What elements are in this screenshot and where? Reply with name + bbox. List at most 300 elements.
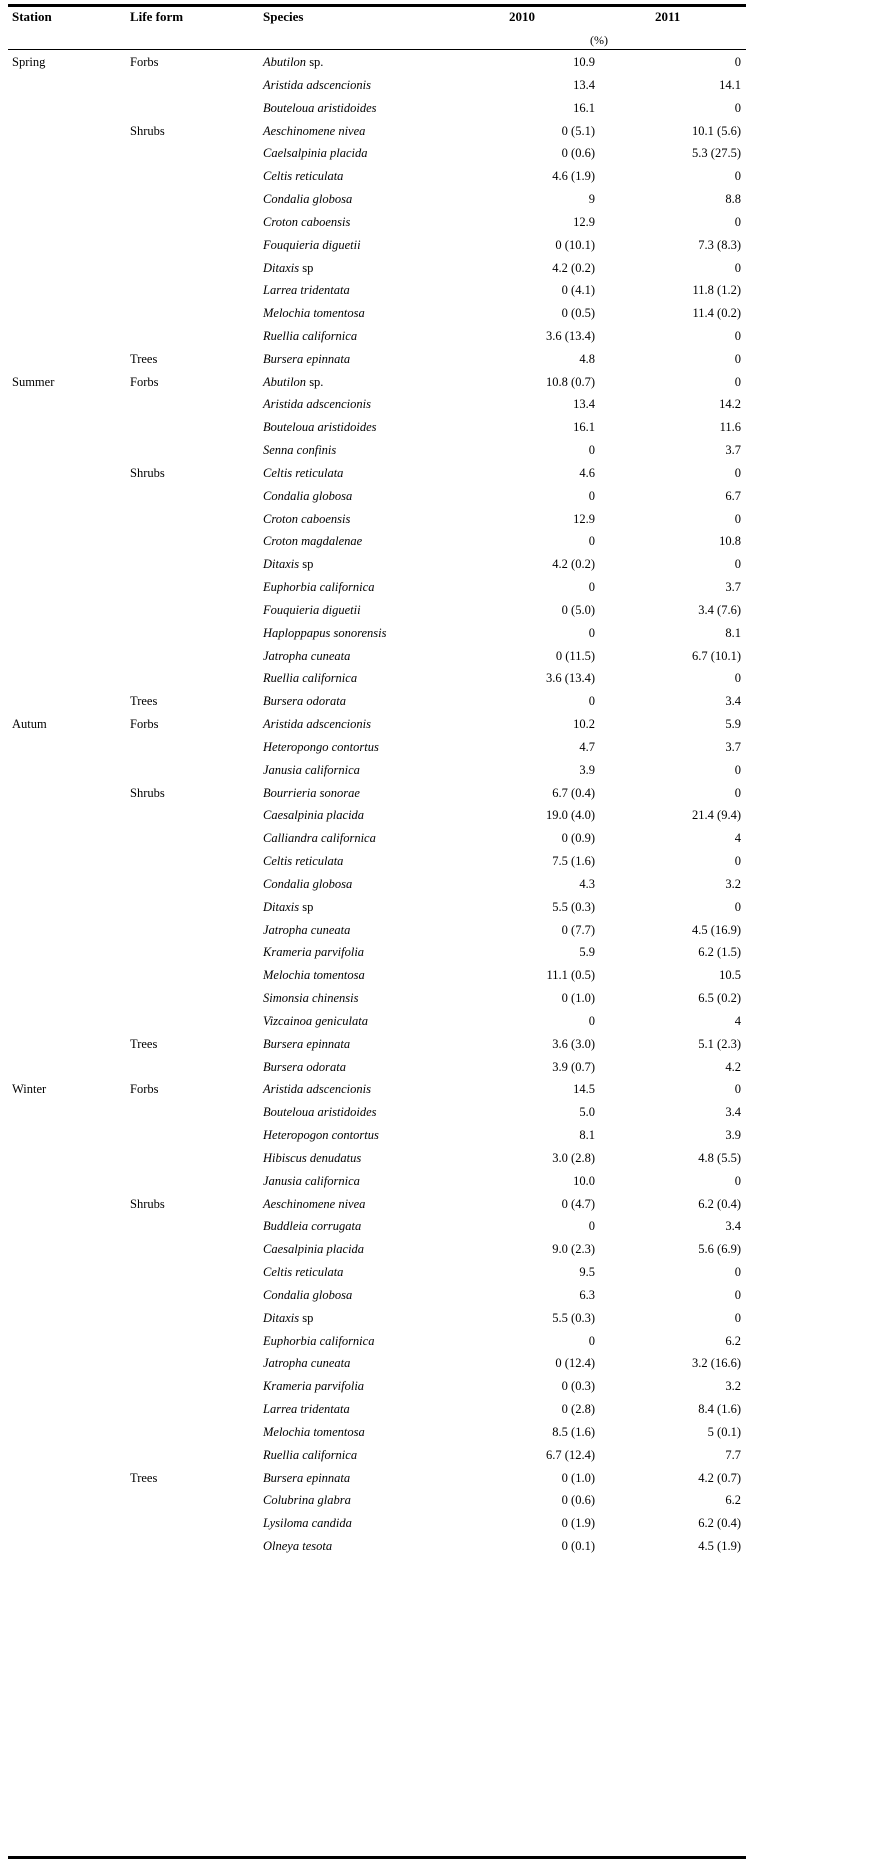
species-cell [263, 1078, 371, 1100]
table-row [0, 759, 889, 781]
value-2011-cell: 0 [734, 762, 741, 777]
value-2010-cell: 5.5 (0.3) [552, 1310, 595, 1325]
value-2011-cell: 5.3 (27.5) [692, 146, 741, 161]
value-2011-cell: 10.8 [719, 534, 741, 549]
header-life-form: Life form [130, 9, 184, 24]
species-name: Janusia californica [263, 762, 360, 777]
species-cell [263, 919, 350, 941]
value-2010-cell: 12.9 [573, 511, 595, 526]
species-cell [263, 530, 362, 552]
table-row [0, 393, 889, 415]
species-cell [263, 645, 350, 667]
species-name: Hibiscus denudatus [263, 1150, 362, 1165]
header-station: Station [12, 9, 52, 24]
value-2010-cell: 0 [588, 1013, 595, 1028]
table-row [0, 1238, 889, 1260]
species-cell [263, 804, 364, 826]
species-name: Condalia globosa [263, 876, 353, 891]
table-row [0, 1101, 889, 1123]
species-qualifier: sp. [309, 55, 324, 69]
value-2010-cell: 9.5 [579, 1265, 595, 1279]
value-2011-cell: 6.7 (10.1) [692, 648, 741, 663]
species-cell [263, 1330, 374, 1352]
value-2011-cell: 0 [734, 214, 741, 229]
value-2010-cell: 14.5 [573, 1082, 595, 1097]
value-2010-cell: 9.0 (2.3) [552, 1242, 595, 1257]
life-form-cell: Shrubs [130, 785, 165, 800]
table-row [0, 1398, 889, 1420]
value-2011-cell: 3.4 [725, 694, 741, 709]
species-name: Ruellia californica [263, 671, 358, 686]
species-name: Krameria parvifolia [263, 1379, 365, 1394]
table-row [0, 439, 889, 461]
species-cell [263, 348, 350, 370]
value-2011-cell: 0 [734, 329, 741, 343]
value-2011-cell: 0 [734, 55, 741, 69]
table-row [0, 530, 889, 552]
value-2010-cell: 3.6 (13.4) [546, 329, 595, 343]
life-form-cell: Trees [130, 1470, 158, 1485]
table-row [0, 462, 889, 484]
table-row [0, 416, 889, 438]
life-form-cell: Forbs [130, 55, 159, 69]
species-name: Heteropogon contortus [263, 1128, 379, 1142]
value-2010-cell: 4.2 (0.2) [552, 557, 595, 572]
species-cell [263, 667, 357, 689]
value-2010-cell: 7.5 (1.6) [552, 854, 595, 868]
species-cell [263, 1215, 361, 1237]
species-name: Buddleia corrugata [263, 1219, 362, 1234]
species-name: Ditaxis [263, 899, 300, 914]
value-2011-cell: 6.5 (0.2) [698, 991, 741, 1005]
value-2010-cell: 0 (0.1) [561, 1538, 595, 1553]
station-cell: Autum [12, 717, 47, 732]
table-row [0, 690, 889, 712]
species-name: Fouquieria diguetii [263, 237, 361, 252]
species-cell [263, 416, 377, 438]
species-name: Colubrina glabra [263, 1493, 351, 1508]
species-name: Condalia globosa [263, 1287, 353, 1302]
species-name: Ditaxis [263, 557, 300, 572]
table-row [0, 211, 889, 233]
value-2010-cell: 0 (12.4) [555, 1356, 595, 1371]
value-2011-cell: 0 [734, 1287, 741, 1302]
species-cell [263, 1307, 313, 1329]
table-row [0, 736, 889, 758]
species-name: Larrea tridentata [263, 283, 350, 298]
species-cell [263, 1444, 357, 1466]
species-name: Fouquieria diguetii [263, 602, 361, 617]
table-row [0, 97, 889, 119]
value-2010-cell: 12.9 [573, 214, 595, 229]
species-name: Melochia tomentosa [263, 968, 365, 983]
value-2011-cell: 6.2 (1.5) [698, 945, 741, 960]
value-2010-cell: 5.9 [579, 945, 595, 960]
species-cell [263, 120, 365, 142]
value-2010-cell: 5.0 [579, 1105, 595, 1120]
table-row [0, 1147, 889, 1169]
species-cell [263, 1147, 361, 1169]
value-2010-cell: 0 (0.3) [561, 1379, 595, 1394]
value-2010-cell: 10.8 (0.7) [546, 374, 595, 389]
species-name: Caesalpinia placida [263, 808, 365, 823]
value-2010-cell: 0 [588, 580, 595, 595]
header-2010: 2010 [509, 9, 535, 24]
value-2011-cell: 14.1 [719, 77, 741, 92]
species-name: Aristida adscencionis [263, 717, 371, 732]
value-2010-cell: 0 (5.1) [561, 123, 595, 138]
table-row [0, 553, 889, 575]
species-cell [263, 1352, 350, 1374]
value-2011-cell: 6.2 (0.4) [698, 1196, 741, 1211]
header-2011: 2011 [655, 9, 681, 24]
value-2010-cell: 0 (7.7) [561, 922, 595, 937]
table-row [0, 485, 889, 507]
species-name: Bursera epinnata [263, 351, 351, 366]
value-2011-cell: 8.4 (1.6) [698, 1402, 741, 1416]
value-2011-cell: 3.4 [725, 1219, 741, 1234]
table-row [0, 827, 889, 849]
species-name: Celtis reticulata [263, 169, 344, 184]
species-name: Ditaxis [263, 260, 300, 275]
species-cell [263, 165, 343, 187]
species-cell [263, 599, 361, 621]
station-cell: Winter [12, 1082, 47, 1097]
species-cell [263, 1010, 368, 1032]
value-2010-cell: 0 (0.9) [561, 831, 595, 846]
table-row [0, 1352, 889, 1374]
table-row [0, 1489, 889, 1511]
table-row [0, 1261, 889, 1283]
life-form-cell: Shrubs [130, 123, 165, 138]
value-2011-cell: 11.8 (1.2) [692, 283, 741, 298]
species-cell [263, 941, 364, 963]
table-row [0, 1467, 889, 1489]
table-row [0, 873, 889, 895]
value-2010-cell: 8.5 (1.6) [552, 1424, 595, 1439]
value-2011-cell: 3.7 [725, 580, 741, 595]
value-2010-cell: 0 (4.1) [561, 283, 595, 298]
species-name: Heteropongo contortus [263, 739, 379, 754]
life-form-cell: Shrubs [130, 465, 165, 480]
species-cell [263, 1056, 346, 1078]
table-row [0, 896, 889, 918]
species-name: Celtis reticulata [263, 1265, 344, 1279]
value-2011-cell: 0 [734, 671, 741, 686]
table-row [0, 1056, 889, 1078]
species-cell [263, 439, 336, 461]
value-2011-cell: 5.6 (6.9) [698, 1242, 741, 1257]
table-row [0, 850, 889, 872]
life-form-cell: Forbs [130, 374, 159, 389]
value-2010-cell: 8.1 [579, 1128, 595, 1142]
value-2011-cell: 4.2 (0.7) [698, 1470, 741, 1485]
species-cell [263, 1033, 350, 1055]
species-cell [263, 690, 346, 712]
species-cell [263, 622, 387, 644]
table-row [0, 1215, 889, 1237]
value-2011-cell: 0 [734, 854, 741, 868]
species-name: Aristida adscencionis [263, 1082, 371, 1097]
value-2011-cell: 3.2 [725, 1379, 741, 1394]
value-2011-cell: 21.4 (9.4) [692, 808, 741, 823]
table-row [0, 1078, 889, 1100]
species-qualifier: sp [302, 899, 314, 914]
species-cell [263, 873, 352, 895]
species-cell [263, 51, 323, 73]
species-name: Krameria parvifolia [263, 945, 365, 960]
species-cell [263, 279, 350, 301]
value-2011-cell: 0 [734, 1310, 741, 1325]
value-2010-cell: 0 [588, 694, 595, 709]
value-2010-cell: 0 (5.0) [561, 602, 595, 617]
species-qualifier: sp [302, 557, 314, 572]
value-2010-cell: 0 (10.1) [555, 237, 595, 252]
value-2010-cell: 0 [588, 625, 595, 640]
species-cell [263, 462, 343, 484]
value-2010-cell: 0 (0.5) [561, 306, 595, 321]
value-2010-cell: 4.6 (1.9) [552, 169, 595, 184]
table-row [0, 1284, 889, 1306]
species-cell [263, 188, 352, 210]
value-2011-cell: 3.2 [725, 876, 741, 891]
life-form-cell: Shrubs [130, 1196, 165, 1211]
value-2011-cell: 3.4 (7.6) [698, 602, 741, 617]
value-2011-cell: 0 [734, 260, 741, 275]
value-2011-cell: 10.1 (5.6) [692, 123, 741, 138]
life-form-cell: Trees [130, 694, 158, 709]
species-cell [263, 736, 379, 758]
header-species: Species [263, 9, 304, 24]
table-row [0, 142, 889, 164]
species-name: Abutilon [263, 374, 307, 389]
value-2010-cell: 6.3 [579, 1287, 595, 1302]
species-cell [263, 1170, 360, 1192]
species-name: Melochia tomentosa [263, 306, 365, 321]
species-cell [263, 485, 352, 507]
table-row [0, 1033, 889, 1055]
table-row [0, 1375, 889, 1397]
species-name: Simonsia chinensis [263, 991, 359, 1005]
table-row [0, 1330, 889, 1352]
table-row [0, 667, 889, 689]
value-2011-cell: 3.4 [725, 1105, 741, 1120]
table-row [0, 508, 889, 530]
species-cell [263, 1489, 351, 1511]
species-name: Jatropha cuneata [263, 648, 351, 663]
species-name: Jatropha cuneata [263, 922, 351, 937]
species-name: Bouteloua aristidoides [263, 420, 377, 435]
species-name: Janusia californica [263, 1173, 360, 1188]
value-2011-cell: 6.2 [725, 1493, 741, 1508]
species-name: Celtis reticulata [263, 854, 344, 868]
species-cell [263, 1261, 343, 1283]
species-name: Croton caboensis [263, 511, 351, 526]
value-2011-cell: 6.2 (0.4) [698, 1516, 741, 1531]
value-2010-cell: 0 (11.5) [555, 648, 595, 663]
table-row [0, 302, 889, 324]
species-name: Ruellia californica [263, 1447, 358, 1462]
species-name: Aeschinomene nivea [263, 1196, 366, 1211]
value-2010-cell: 10.0 [573, 1173, 595, 1188]
species-cell [263, 964, 365, 986]
species-name: Jatropha cuneata [263, 1356, 351, 1371]
table-row [0, 987, 889, 1009]
species-name: Euphorbia californica [263, 580, 375, 595]
table-row [0, 51, 889, 73]
value-2010-cell: 3.0 (2.8) [552, 1150, 595, 1165]
value-2010-cell: 0 (2.8) [561, 1402, 595, 1416]
table-row [0, 325, 889, 347]
value-2010-cell: 4.6 [579, 465, 595, 480]
table-row [0, 645, 889, 667]
species-cell [263, 759, 360, 781]
species-cell [263, 74, 371, 96]
value-2011-cell: 0 [734, 465, 741, 480]
value-2011-cell: 6.2 [725, 1333, 741, 1348]
species-name: Senna confinis [263, 443, 337, 458]
value-2010-cell: 19.0 (4.0) [546, 808, 595, 823]
value-2011-cell: 5.1 (2.3) [698, 1036, 741, 1051]
table-row [0, 1124, 889, 1146]
species-name: Condalia globosa [263, 192, 353, 206]
species-cell [263, 1284, 352, 1306]
species-cell [263, 1193, 365, 1215]
species-name: Bouteloua aristidoides [263, 100, 377, 115]
species-name: Ruellia californica [263, 329, 358, 343]
value-2010-cell: 3.9 [579, 762, 595, 777]
species-cell [263, 1512, 352, 1534]
species-qualifier: sp [302, 260, 314, 275]
species-qualifier: sp [302, 1310, 314, 1325]
table-row [0, 919, 889, 941]
species-cell [263, 1535, 332, 1557]
table-row [0, 234, 889, 256]
value-2010-cell: 0 (1.0) [561, 991, 595, 1005]
value-2011-cell: 4 [734, 1013, 741, 1028]
species-cell [263, 257, 313, 279]
value-2010-cell: 13.4 [573, 77, 595, 92]
species-cell [263, 987, 358, 1009]
life-form-cell: Forbs [130, 717, 159, 732]
species-name: Ditaxis [263, 1310, 300, 1325]
species-name: Olneya tesota [263, 1538, 333, 1553]
species-name: Vizcainoa geniculata [263, 1013, 368, 1028]
value-2010-cell: 0 (0.6) [561, 1493, 595, 1508]
table-row [0, 348, 889, 370]
value-2011-cell: 3.9 [725, 1128, 741, 1142]
species-name: Bursera epinnata [263, 1470, 351, 1485]
species-name: Haploppapus sonorensis [263, 625, 387, 640]
species-name: Bursera epinnata [263, 1036, 351, 1051]
species-cell [263, 1467, 350, 1489]
value-2011-cell: 4.5 (1.9) [698, 1538, 741, 1553]
species-cell [263, 1101, 377, 1123]
table-row [0, 599, 889, 621]
value-2011-cell: 11.4 (0.2) [692, 306, 741, 321]
species-name: Lysiloma candida [263, 1516, 352, 1531]
species-name: Condalia globosa [263, 488, 353, 503]
table-row [0, 576, 889, 598]
table-row [0, 941, 889, 963]
species-name: Croton magdalenae [263, 534, 363, 549]
species-name: Aristida adscencionis [263, 77, 371, 92]
species-cell [263, 553, 313, 575]
value-2011-cell: 7.3 (8.3) [698, 237, 741, 252]
life-form-cell: Forbs [130, 1082, 159, 1097]
value-2011-cell: 10.5 [719, 968, 741, 983]
species-cell [263, 371, 323, 393]
species-cell [263, 850, 343, 872]
species-cell [263, 211, 350, 233]
species-cell [263, 713, 371, 735]
value-2010-cell: 0 (0.6) [561, 146, 595, 161]
species-name: Bouteloua aristidoides [263, 1105, 377, 1120]
value-2011-cell: 0 [734, 351, 741, 366]
species-cell [263, 1124, 379, 1146]
value-2011-cell: 0 [734, 557, 741, 572]
species-name: Bursera odorata [263, 694, 346, 709]
value-2010-cell: 3.6 (13.4) [546, 671, 595, 686]
species-cell [263, 782, 360, 804]
value-2011-cell: 0 [734, 511, 741, 526]
species-cell [263, 234, 361, 256]
value-2010-cell: 5.5 (0.3) [552, 899, 595, 914]
species-name: Caesalpinia placida [263, 1242, 365, 1257]
table-row [0, 74, 889, 96]
value-2010-cell: 4.7 [579, 739, 595, 754]
table-row [0, 782, 889, 804]
value-2010-cell: 13.4 [573, 397, 595, 412]
value-2010-cell: 16.1 [573, 100, 595, 115]
value-2010-cell: 6.7 (0.4) [552, 785, 595, 800]
value-2011-cell: 14.2 [719, 397, 741, 412]
value-2011-cell: 7.7 [725, 1447, 741, 1462]
table-row [0, 165, 889, 187]
value-2011-cell: 0 [734, 1265, 741, 1279]
species-cell [263, 508, 350, 530]
table-row [0, 1421, 889, 1443]
species-name: Celtis reticulata [263, 465, 344, 480]
life-form-cell: Trees [130, 351, 158, 366]
species-name: Aristida adscencionis [263, 397, 371, 412]
table-row [0, 1444, 889, 1466]
species-name: Aeschinomene nivea [263, 123, 366, 138]
value-2010-cell: 0 [588, 443, 595, 458]
species-cell [263, 1238, 364, 1260]
value-2011-cell: 5 (0.1) [707, 1424, 741, 1439]
value-2010-cell: 0 [588, 1333, 595, 1348]
value-2010-cell: 0 (1.9) [561, 1516, 595, 1531]
value-2010-cell: 0 (4.7) [561, 1196, 595, 1211]
species-cell [263, 142, 368, 164]
value-2010-cell: 10.9 [573, 55, 595, 69]
value-2010-cell: 0 (1.0) [561, 1470, 595, 1485]
station-cell: Summer [12, 374, 55, 389]
table-row [0, 1193, 889, 1215]
value-2010-cell: 3.6 (3.0) [552, 1036, 595, 1051]
table-row [0, 713, 889, 735]
value-2010-cell: 3.9 (0.7) [552, 1059, 595, 1074]
value-2011-cell: 0 [734, 374, 741, 389]
value-2011-cell: 0 [734, 100, 741, 115]
value-2011-cell: 0 [734, 785, 741, 800]
table-row [0, 1010, 889, 1032]
value-2010-cell: 11.1 (0.5) [546, 968, 595, 983]
value-2011-cell: 8.8 [725, 192, 741, 206]
species-cell [263, 97, 377, 119]
species-cell [263, 896, 313, 918]
